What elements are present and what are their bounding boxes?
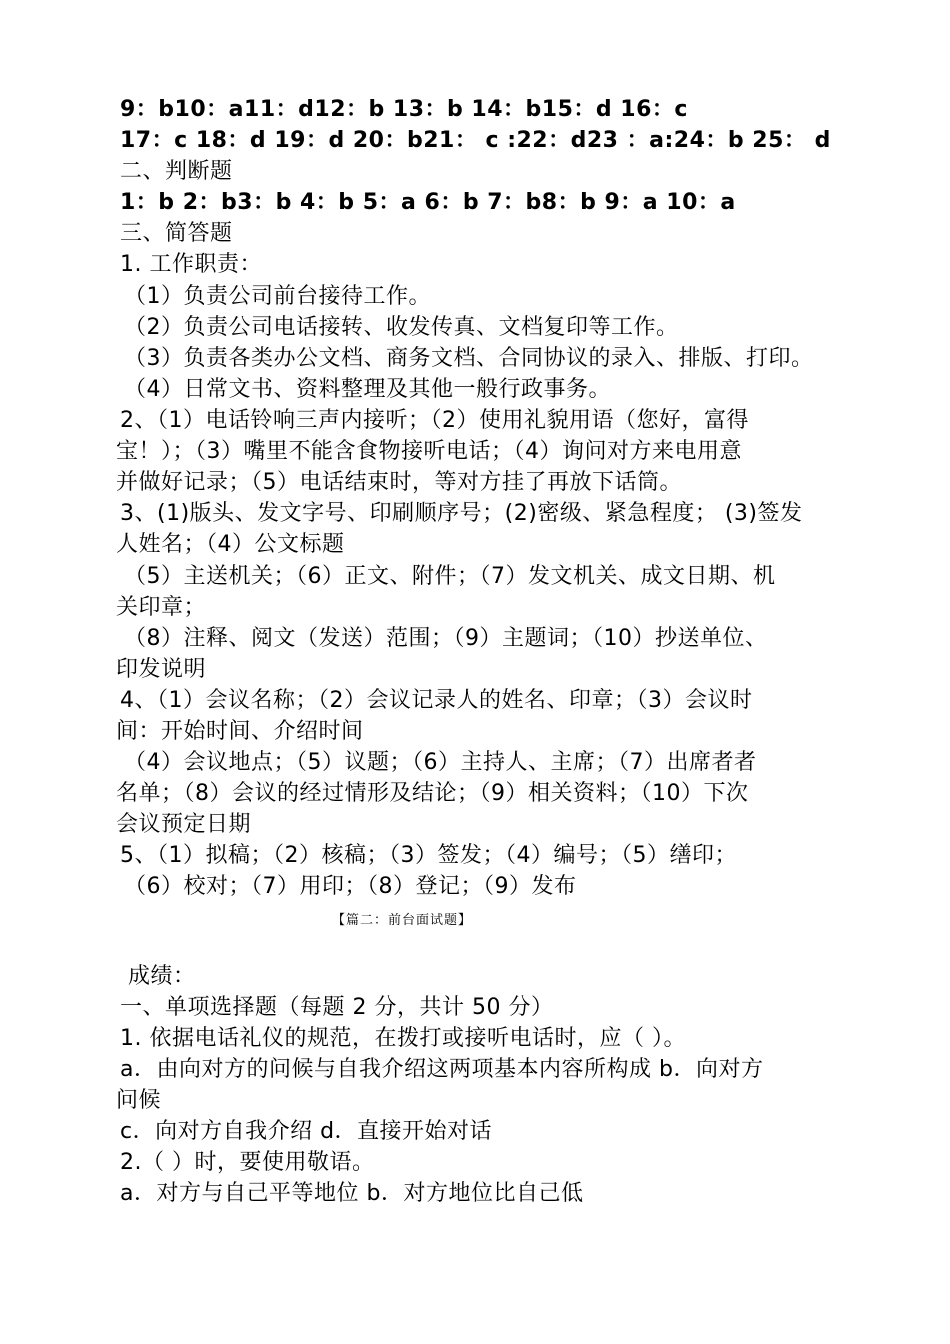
question-2-options: a．对方与自己平等地位 b．对方地位比自己低: [120, 1181, 584, 1206]
q3-line: 3、(1)版头、发文字号、印刷顺序号；(2)密级、紧急程度； (3)签发: [120, 501, 803, 526]
question-2: 2.（ ）时，要使用敬语。: [120, 1150, 375, 1175]
q4-line: 名单；（8）会议的经过情形及结论；（9）相关资料；（10）下次: [116, 781, 749, 806]
q4-line: 4、（1）会议名称；（2）会议记录人的姓名、印章；（3）会议时: [120, 688, 753, 713]
section-caption: 【篇二：前台面试题】: [332, 913, 473, 928]
q2-line: 2、（1）电话铃响三声内接听；（2）使用礼貌用语（您好，富得: [120, 408, 749, 433]
q3-line: 印发说明: [116, 657, 207, 682]
q5-line: （6）校对；（7）用印；（8）登记；（9）发布: [124, 874, 577, 899]
q1-item: （4）日常文书、资料整理及其他一般行政事务。: [124, 377, 611, 402]
section-title-single-choice: 一、单项选择题（每题 2 分，共计 50 分）: [120, 995, 554, 1020]
question-1-options: 问候: [116, 1088, 162, 1113]
question-1: 1. 依据电话礼仪的规范，在拨打或接听电话时，应（ ）。: [120, 1026, 686, 1051]
q2-line: 宝！）；（3）嘴里不能含食物接听电话；（4）询问对方来电用意: [116, 439, 742, 464]
q1-item: （1）负责公司前台接待工作。: [124, 284, 431, 309]
q5-line: 5、（1）拟稿；（2）核稿；（3）签发；（4）编号；（5）缮印；: [120, 843, 737, 868]
section-title-short-answer: 三、简答题: [120, 221, 233, 246]
q1-item: （2）负责公司电话接转、收发传真、文档复印等工作。: [124, 315, 679, 340]
score-label: 成绩：: [128, 964, 196, 989]
q3-line: 人姓名；（4）公文标题: [116, 532, 345, 557]
q4-line: 间：开始时间、介绍时间: [116, 719, 364, 744]
q4-line: （4）会议地点；（5）议题；（6）主持人、主席；（7）出席者者: [124, 750, 757, 775]
judge-answers: 1：b 2：b3：b 4：b 5：a 6：b 7：b8：b 9：a 10：a: [120, 190, 736, 215]
q3-line: （5）主送机关；（6）正文、附件；（7）发文机关、成文日期、机: [124, 564, 776, 589]
answer-line-1: 9：b10：a11：d12：b 13：b 14：b15：d 16：c: [120, 97, 688, 122]
section-title-judge: 二、判断题: [120, 159, 233, 184]
q3-line: （8）注释、阅文（发送）范围；（9）主题词；（10）抄送单位、: [124, 626, 768, 651]
question-1-options: a．由向对方的问候与自我介绍这两项基本内容所构成 b．向对方: [120, 1057, 764, 1082]
q3-line: 关印章；: [116, 595, 207, 620]
q2-line: 并做好记录；（5）电话结束时，等对方挂了再放下话筒。: [116, 470, 682, 495]
q1-title: 1. 工作职责：: [120, 252, 262, 277]
answer-line-2: 17：c 18：d 19：d 20：b21： c :22：d23 ：a:24：b 25： d: [120, 128, 831, 153]
question-1-options: c．向对方自我介绍 d．直接开始对话: [120, 1119, 493, 1144]
q4-line: 会议预定日期: [116, 812, 252, 837]
q1-item: （3）负责各类办公文档、商务文档、合同协议的录入、排版、打印。: [124, 346, 814, 371]
